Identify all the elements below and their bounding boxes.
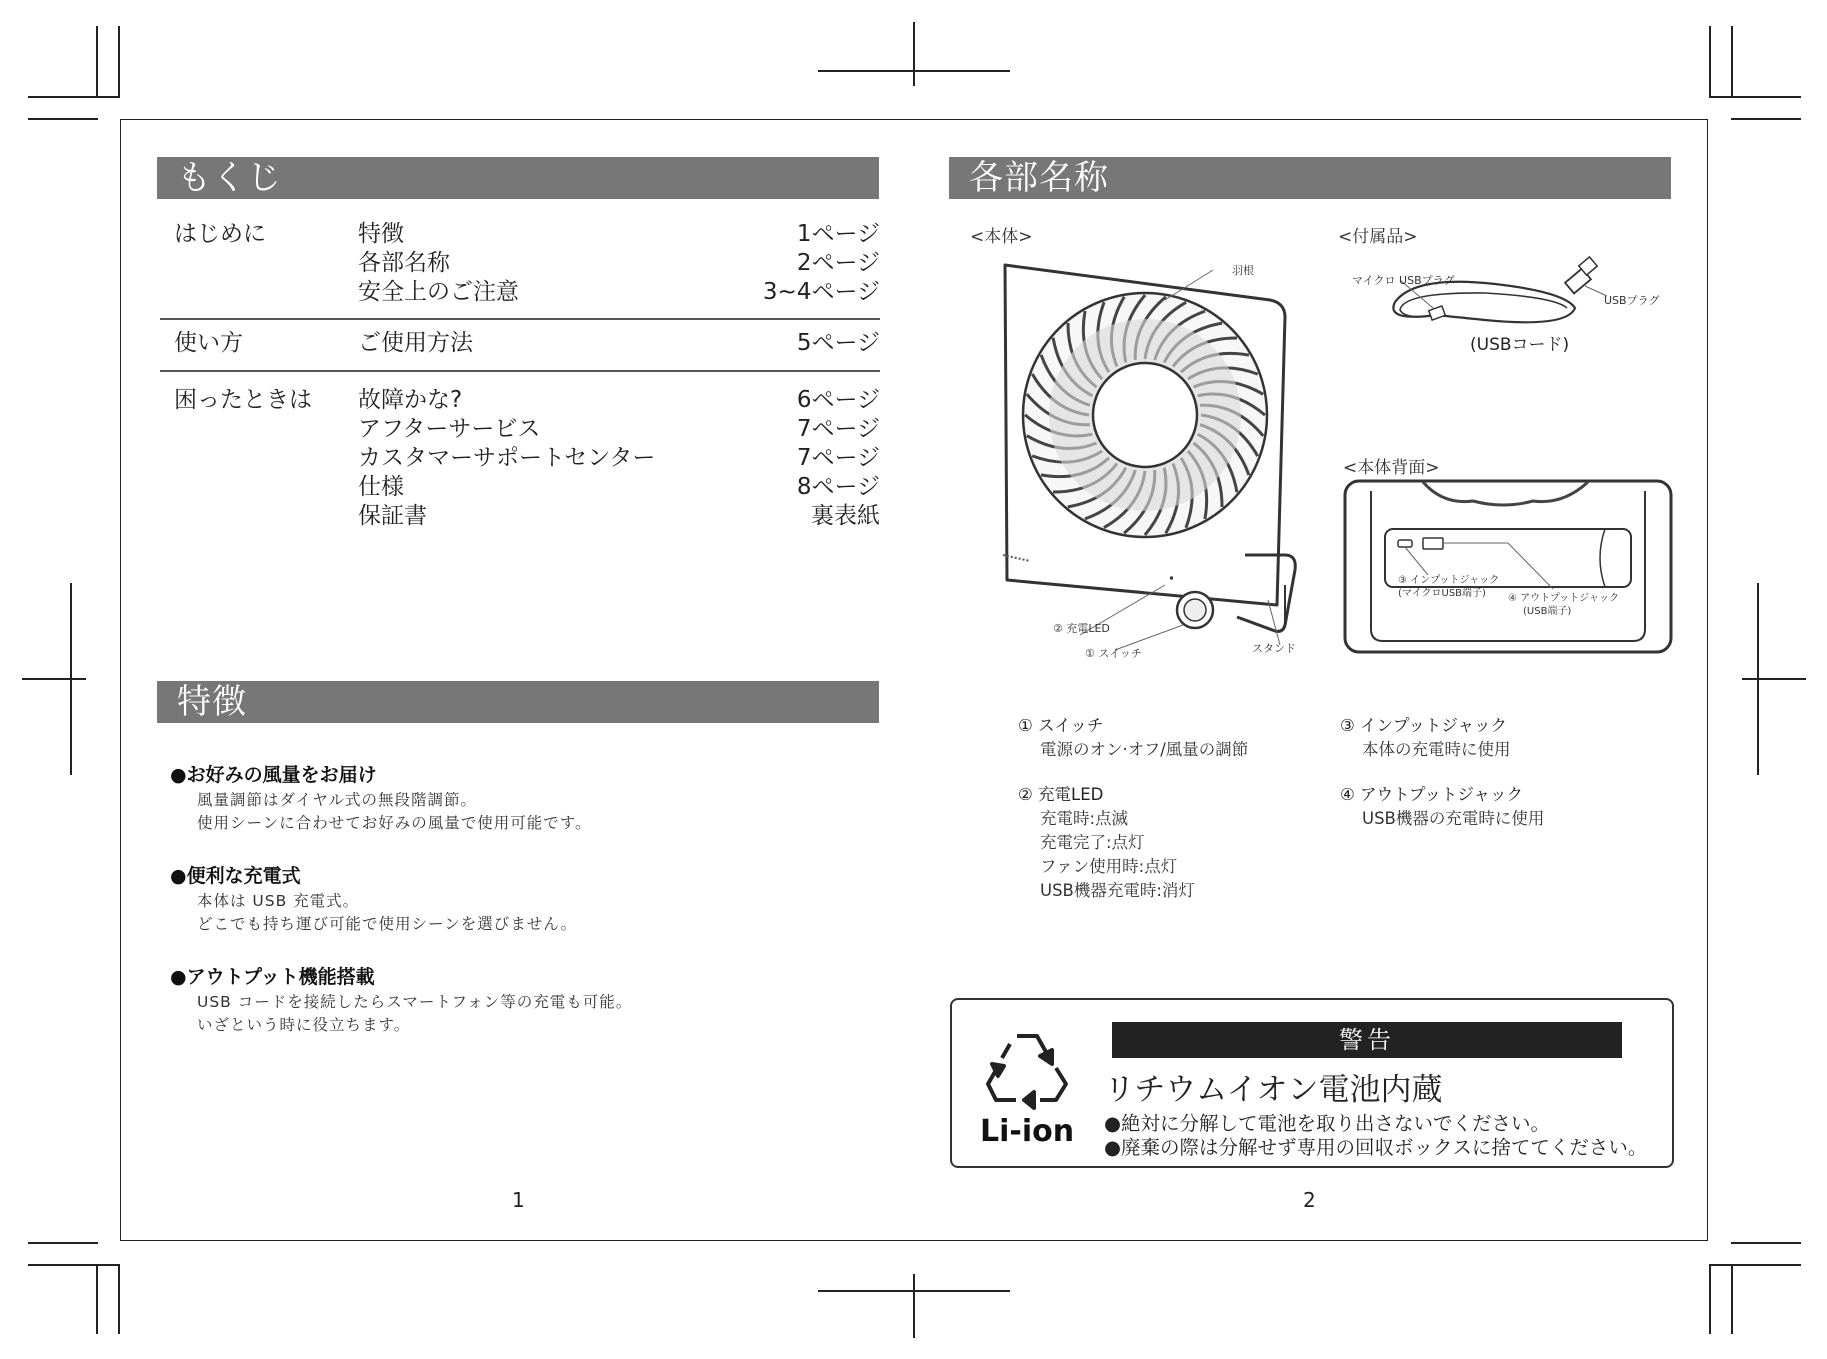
feature-body: USB コードを接続したらスマートフォン等の充電も可能。 いざという時に役立ちます。	[197, 993, 633, 1034]
fan-illustration	[985, 255, 1305, 665]
callout-blade: 羽根	[1232, 264, 1254, 277]
toc-page: 8ページ	[796, 474, 880, 500]
toc-page: 3~4ページ	[762, 279, 880, 305]
toc-page: 裏表紙	[811, 503, 880, 529]
toc-divider	[160, 318, 880, 320]
toc-item[interactable]: カスタマーサポートセンター	[358, 445, 656, 471]
callout-input-jack: ③ インプットジャック (マイクロUSB端子)	[1398, 575, 1500, 599]
toc-section-intro	[160, 220, 880, 310]
cord-label: (USBコード)	[1470, 335, 1570, 355]
toc-item[interactable]: 特徴	[358, 221, 404, 247]
toc-section-name: 使い方	[174, 330, 243, 356]
back-view-illustration	[1343, 479, 1673, 654]
legend-input-jack: ③ インプットジャック 本体の充電時に使用	[1340, 716, 1511, 759]
main-unit-label: <本体>	[970, 227, 1033, 247]
feature-body: 本体は USB 充電式。 どこでも持ち運び可能で使用シーンを選びません。	[197, 892, 578, 933]
toc-page: 2ページ	[796, 250, 880, 276]
recycle-icon	[982, 1026, 1072, 1112]
warning-line: ●絶対に分解して電池を取り出さないでください。	[1104, 1112, 1551, 1135]
toc-section-usage	[160, 329, 880, 361]
toc-item[interactable]: 故障かな?	[358, 387, 463, 413]
warning-box	[950, 998, 1674, 1168]
callout-output-jack: ④ アウトプットジャック (USB端子)	[1508, 593, 1619, 617]
warning-line: ●廃棄の際は分解せず専用の回収ボックスに捨ててください。	[1104, 1136, 1648, 1159]
feature-body: 風量調節はダイヤル式の無段階調節。 使用シーンに合わせてお好みの風量で使用可能です。	[197, 791, 592, 832]
toc-section-name: はじめに	[174, 221, 266, 247]
callout-switch: ① スイッチ	[1085, 647, 1142, 660]
callout-usb-plug: USBプラグ	[1604, 294, 1660, 307]
warning-title: リチウムイオン電池内蔵	[1104, 1072, 1443, 1108]
parts-title: 各部名称	[949, 157, 1671, 199]
warning-header: 警告	[1112, 1022, 1622, 1058]
callout-led: ② 充電LED	[1053, 622, 1110, 635]
toc-page: 6ページ	[796, 387, 880, 413]
legend-switch: ① スイッチ 電源のオン·オフ/風量の調節	[1018, 716, 1249, 759]
feature-heading: ●便利な充電式	[170, 865, 301, 887]
feature-heading: ●お好みの風量をお届け	[170, 764, 377, 786]
toc-item[interactable]: 保証書	[358, 503, 427, 529]
toc-section-trouble	[160, 386, 880, 536]
page-number-right: 2	[1303, 1188, 1316, 1212]
back-label: <本体背面>	[1343, 458, 1440, 478]
toc-page: 1ページ	[796, 221, 880, 247]
page-number-left: 1	[512, 1188, 525, 1212]
toc-item[interactable]: 仕様	[358, 474, 404, 500]
toc-page: 7ページ	[796, 416, 880, 442]
features-title: 特徴	[157, 681, 879, 723]
accessory-label: <付属品>	[1338, 227, 1418, 247]
feature-heading: ●アウトプット機能搭載	[170, 966, 375, 988]
toc-item[interactable]: 各部名称	[358, 250, 450, 276]
toc-section-name: 困ったときは	[174, 387, 312, 413]
usb-cord-illustration	[1345, 250, 1615, 335]
toc-divider	[160, 370, 880, 372]
toc-item[interactable]: アフターサービス	[358, 416, 541, 442]
toc-item[interactable]: 安全上のご注意	[358, 279, 519, 305]
callout-micro-plug: マイクロ USBプラグ	[1352, 274, 1455, 287]
callout-stand: スタンド	[1252, 642, 1296, 655]
legend-output-jack: ④ アウトプットジャック USB機器の充電時に使用	[1340, 785, 1545, 828]
legend-led: ② 充電LED 充電時:点滅 充電完了:点灯 ファン使用時:点灯 USB機器充電時:消灯	[1018, 785, 1195, 900]
toc-item[interactable]: ご使用方法	[358, 330, 473, 356]
toc-title: もくじ	[157, 157, 879, 199]
toc-page: 7ページ	[796, 445, 880, 471]
toc-page: 5ページ	[796, 330, 880, 356]
li-ion-label: Li-ion	[980, 1114, 1075, 1149]
